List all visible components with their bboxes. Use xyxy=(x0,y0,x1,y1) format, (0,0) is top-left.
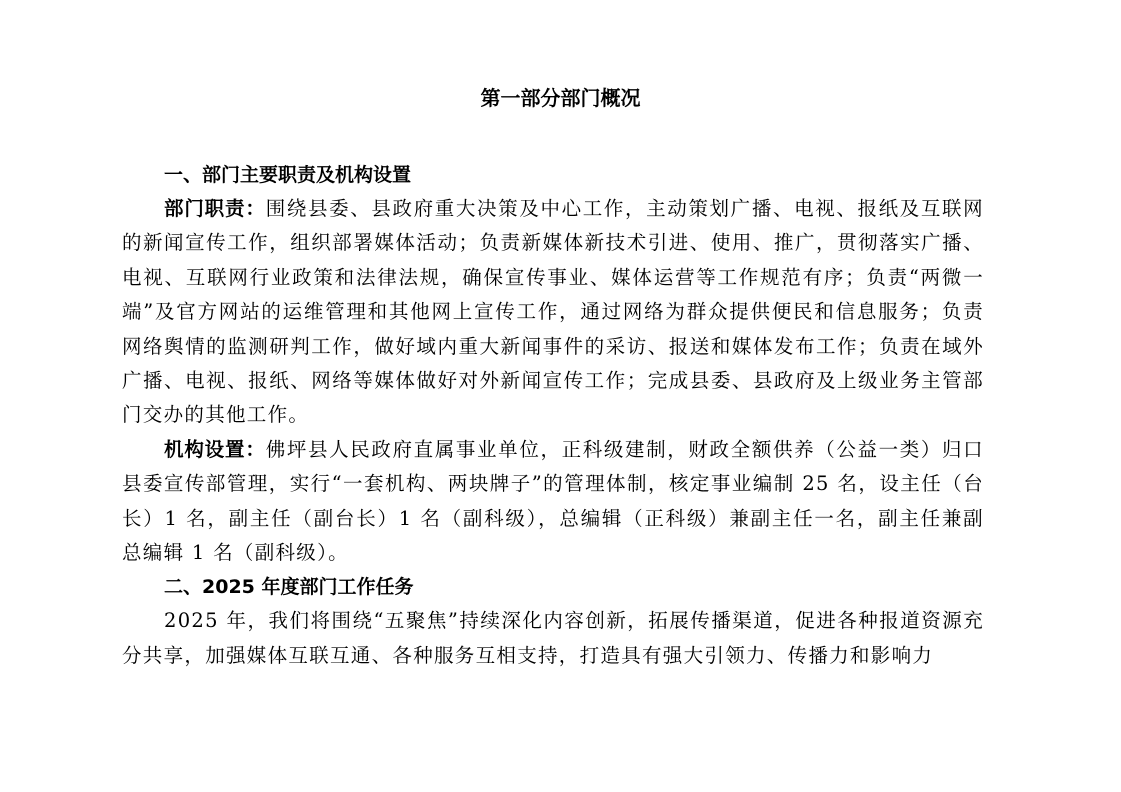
document-title: 第一部分部门概况 xyxy=(480,86,641,110)
duties-paragraph xyxy=(122,192,984,433)
duties-text: 围绕县委、县政府重大决策及中心工作，主动策划广播、电视、报纸及互联网的新闻宣传工作，组织部署媒体活动；负责新媒体新技术引进、使用、推广，贯彻落实广播、电视、互联网行业政策和法律法规，确保宣传事业、媒体运营等工作规范有序；负责“两微一端”及官方网站的运维管理和其他网上宣传工作，通过网络为群众提供便民和信息服务；负责网络舆情的监测研判工作，做好域内重大新闻事件的采访、报送和媒体发布工作；负责在域外广播、电视、报纸、网络等媒体做好对外新闻宣传工作；完成县委、县政府及上级业务主管部门交办的其他工作。 xyxy=(122,197,984,427)
duties-label: 部门职责： xyxy=(164,197,266,220)
section-1-heading: 一、部门主要职责及机构设置 xyxy=(164,164,412,186)
tasks-paragraph: 2025 年，我们将围绕“五聚焦”持续深化内容创新，拓展传播渠道，促进各种报道资源充分共享，加强媒体互联互通、各种服务互相支持，打造具有强大引领力、传播力和影响力 xyxy=(122,609,984,667)
section-2-heading: 二、2025 年度部门工作任务 xyxy=(164,576,414,599)
structure-paragraph xyxy=(122,433,984,571)
document-body xyxy=(122,158,984,673)
structure-label: 机构设置： xyxy=(164,437,266,461)
structure-text: 佛坪县人民政府直属事业单位，正科级建制，财政全额供养（公益一类）归口县委宣传部管理，实行“一套机构、两块牌子”的管理体制，核定事业编制 25 名，设主任（台长）1 名，副主任（副台长）1 名（副科级），总编辑（正科级）兼副主任一名，副主任兼副总编辑 1 名（副科级）。 xyxy=(122,437,984,565)
